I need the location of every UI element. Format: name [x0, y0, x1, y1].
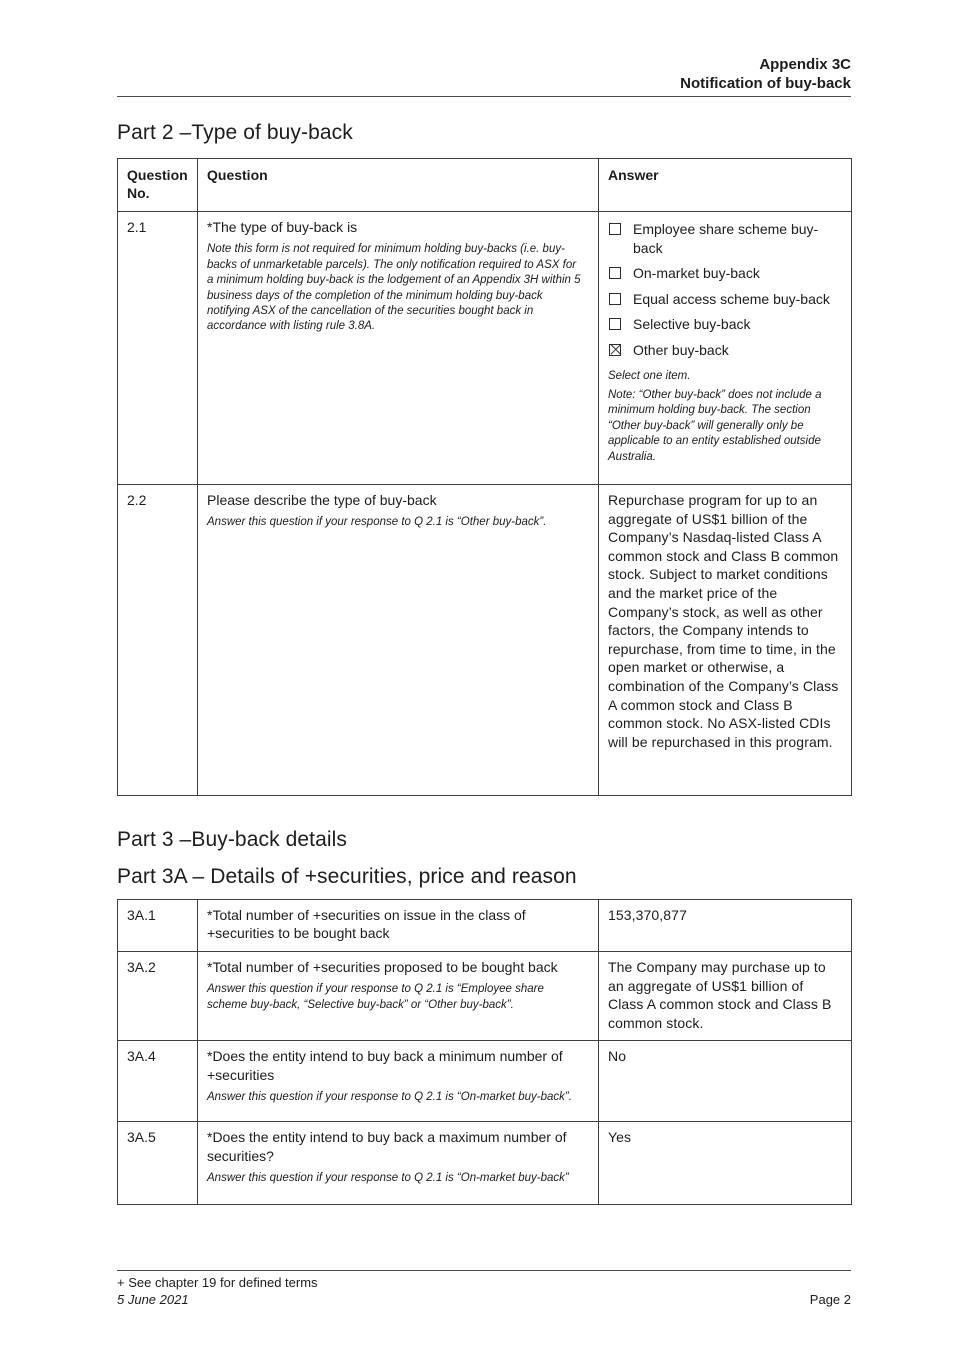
option-label: On-market buy-back [633, 265, 760, 282]
document-header [117, 55, 851, 93]
question-cell [197, 900, 598, 951]
option-label: Equal access scheme buy-back [633, 290, 830, 307]
part2-title: Part 2 –Type of buy-back [117, 121, 353, 144]
question-note: Answer this question if your response to Q 2.1 is “Employee share scheme buy-back, “Selective buy-back” or “Other buy-back”. [207, 983, 544, 1011]
checkbox-icon[interactable] [609, 223, 621, 235]
answer-note: Note: “Other buy-back” does not include a minimum holding buy-back. The section “Other buy-back” will generally only be applicable to an entity established outside Australia. [608, 389, 822, 463]
part2-table-header-row [118, 159, 851, 211]
part3-title: Part 3 –Buy-back details [117, 828, 348, 851]
appendix-title: Appendix 3C [759, 56, 851, 73]
answer-text: No [608, 1048, 627, 1065]
table-row-2-2 [118, 484, 851, 795]
question-text: *The type of buy-back is [207, 218, 358, 235]
option-label: Selective buy-back [633, 316, 751, 333]
table-row-3a-1 [118, 900, 851, 951]
question-cell [197, 1041, 598, 1121]
answer-cell [598, 900, 851, 951]
question-cell [197, 212, 598, 484]
question-cell [197, 485, 598, 795]
table-row-2-1 [118, 211, 851, 484]
option-label: Other buy-back [633, 341, 729, 358]
question-text: *Does the entity intend to buy back a minimum number of +securities [207, 1048, 563, 1083]
question-note: Answer this question if your response to Q 2.1 is “On-market buy-back” [207, 1172, 569, 1185]
part3a-title: Part 3A – Details of +securities, price and reason [117, 865, 577, 888]
footer-bottom-row [117, 1292, 851, 1307]
table-row-3a-2 [118, 951, 851, 1040]
footer-date: 5 June 2021 [117, 1292, 189, 1307]
question-number: 2.2 [127, 491, 147, 508]
question-number: 3A.1 [127, 907, 156, 923]
option-equal-access-scheme[interactable] [608, 290, 842, 309]
option-selective[interactable] [608, 315, 842, 334]
checkbox-icon[interactable] [609, 318, 621, 330]
question-number: 3A.4 [127, 1048, 156, 1065]
column-header-question: Question [197, 159, 598, 211]
footer-divider [117, 1270, 851, 1271]
question-cell [197, 1122, 598, 1204]
option-on-market[interactable] [608, 264, 842, 283]
question-text: *Total number of +securities proposed to be bought back [207, 958, 558, 975]
table-row-3a-4 [118, 1040, 851, 1121]
option-label: Employee share scheme buy-back [633, 220, 819, 256]
header-divider [117, 96, 851, 97]
checkbox-icon[interactable] [609, 267, 621, 279]
question-note: Answer this question if your response to Q 2.1 is “On-market buy-back”. [207, 1091, 572, 1104]
question-text: *Does the entity intend to buy back a maximum number of securities? [207, 1129, 567, 1164]
answer-cell [598, 1122, 851, 1204]
answer-cell [598, 1041, 851, 1121]
checkbox-icon[interactable] [609, 293, 621, 305]
option-employee-share-scheme[interactable] [608, 220, 842, 257]
question-number: 3A.5 [127, 1129, 156, 1146]
option-other[interactable] [608, 341, 842, 360]
checkbox-checked-icon[interactable] [609, 344, 621, 356]
buyback-type-options [608, 220, 842, 360]
answer-cell [598, 485, 851, 795]
footer-defined-terms: + See chapter 19 for defined terms [117, 1275, 318, 1290]
part3a-table [117, 899, 852, 1205]
part2-table [117, 158, 852, 796]
answer-text: Yes [608, 1129, 632, 1146]
column-header-question-no: Question No. [127, 167, 188, 202]
question-number: 3A.2 [127, 958, 156, 975]
page-number: Page 2 [809, 1292, 851, 1307]
answer-text: The Company may purchase up to an aggregate of US$1 billion of Class A common stock and Class B common stock. [608, 958, 832, 1031]
document-title: Notification of buy-back [680, 75, 851, 93]
select-hint: Select one item. [608, 369, 691, 382]
question-note: Answer this question if your response to Q 2.1 is “Other buy-back”. [207, 516, 547, 529]
column-header-answer: Answer [598, 159, 851, 211]
answer-cell [598, 212, 851, 484]
answer-text: 153,370,877 [608, 907, 687, 923]
question-text: *Total number of +securities on issue in the class of +securities to be bought back [207, 907, 526, 942]
answer-text: Repurchase program for up to an aggregate of US$1 billion of the Company’s Nasdaq-listed Class A common stock and Class B common stock. Subject to market conditions and the market price of the Company’s stock, as well as other factors, the Company intends to repurchase, from time to time, in the open market or otherwise, a combination of the Company’s Class A common stock and Class B common stock. No ASX-listed CDIs will be repurchased in this program. [608, 491, 839, 750]
question-cell [197, 952, 598, 1040]
question-note: Note this form is not required for minimum holding buy-backs (i.e. buy-backs of unmarketable parcels). The only notification required to ASX for a minimum holding buy-back is the lodgement of an Appendix 3H within 5 business days of the completion of the minimum holding buy-back notifying ASX of the cancellation of the securities bought back in accordance with listing rule 3.8A. [207, 243, 581, 333]
question-number: 2.1 [127, 218, 147, 235]
answer-cell [598, 952, 851, 1040]
table-row-3a-5 [118, 1121, 851, 1204]
question-text: Please describe the type of buy-back [207, 491, 437, 508]
